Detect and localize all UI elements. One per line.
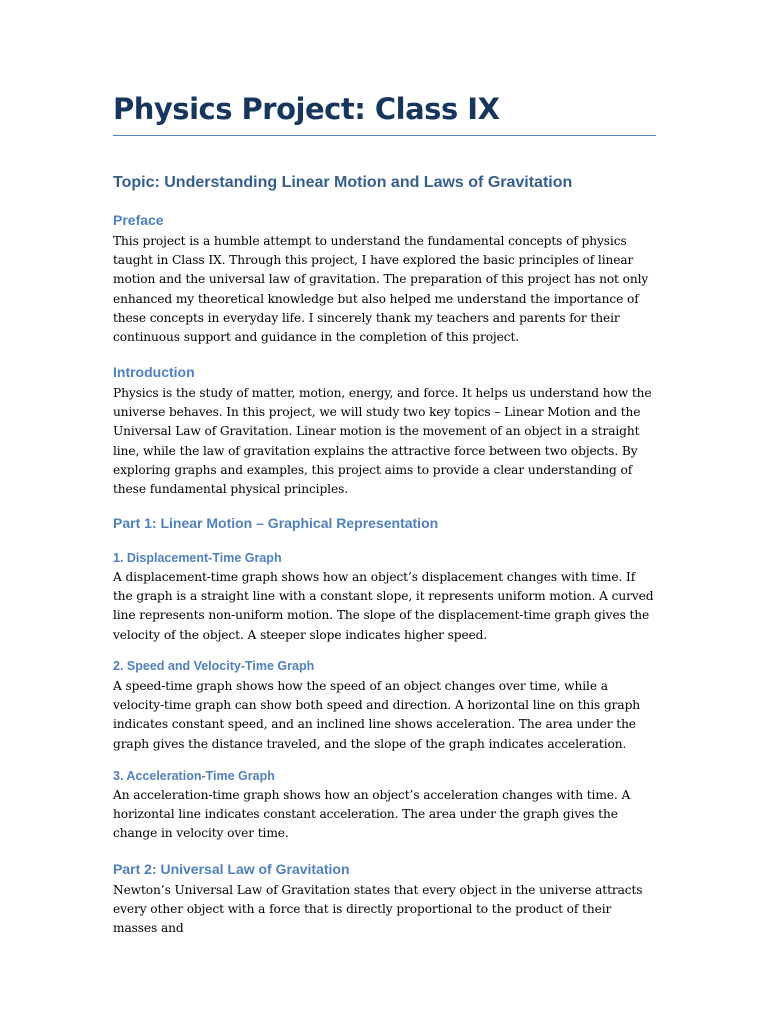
section-heading-speed-velocity-time: 2. Speed and Velocity-Time Graph <box>113 659 315 673</box>
preface-heading: Preface <box>113 212 164 228</box>
introduction-body: Physics is the study of matter, motion, energy, and force. It helps us understand how the universe behaves. In this project, we will study two key topics – Linear Motion and the Universal Law of Gravitation. Linear motion is the movement of an object in a straight line, while the law of gravitation explains the attractive force between two objects. By exploring graphs and examples, this project aims to provide a clear understanding of these fundamental physical principles. <box>113 386 652 497</box>
topic-heading: Topic: Understanding Linear Motion and Laws of Gravitation <box>113 174 573 191</box>
part2-heading: Part 2: Universal Law of Gravitation <box>113 861 350 877</box>
part1-heading: Part 1: Linear Motion – Graphical Representation <box>113 515 439 531</box>
section-body-acceleration-time: An acceleration-time graph shows how an object’s acceleration changes with time. A horizontal line indicates constant acceleration. The area under the graph gives the change in velocity over time. <box>113 788 631 841</box>
section-body-displacement-time: A displacement-time graph shows how an object’s displacement changes with time. If the graph is a straight line with a constant slope, it represents uniform motion. A curved line represents non-uniform motion. The slope of the displacement-time graph gives the velocity of the object. A steeper slope indicates higher speed. <box>113 570 654 642</box>
section-body-speed-velocity-time: A speed-time graph shows how the speed of an object changes over time, while a velocity-time graph can show both speed and direction. A horizontal line on this graph indicates constant speed, and an inclined line shows acceleration. The area under the graph gives the distance traveled, and the slope of the graph indicates acceleration. <box>113 679 641 751</box>
introduction-heading: Introduction <box>113 364 195 380</box>
section-heading-acceleration-time: 3. Acceleration-Time Graph <box>113 769 275 783</box>
section-heading-displacement-time: 1. Displacement-Time Graph <box>113 551 282 565</box>
preface-body: This project is a humble attempt to understand the fundamental concepts of physics taught in Class IX. Through this project, I have explored the basic principles of linear motion and the universal law of gravitation. The preparation of this project has not only enhanced my theoretical knowledge but also helped me understand the importance of these concepts in everyday life. I sincerely thank my teachers and parents for their continuous support and guidance in the completion of this project. <box>113 234 649 345</box>
document-title: Physics Project: Class IX <box>113 92 656 136</box>
document-page <box>113 92 656 136</box>
part2-body: Newton’s Universal Law of Gravitation states that every object in the universe attracts every other object with a force that is directly proportional to the product of their masses and <box>113 883 643 936</box>
